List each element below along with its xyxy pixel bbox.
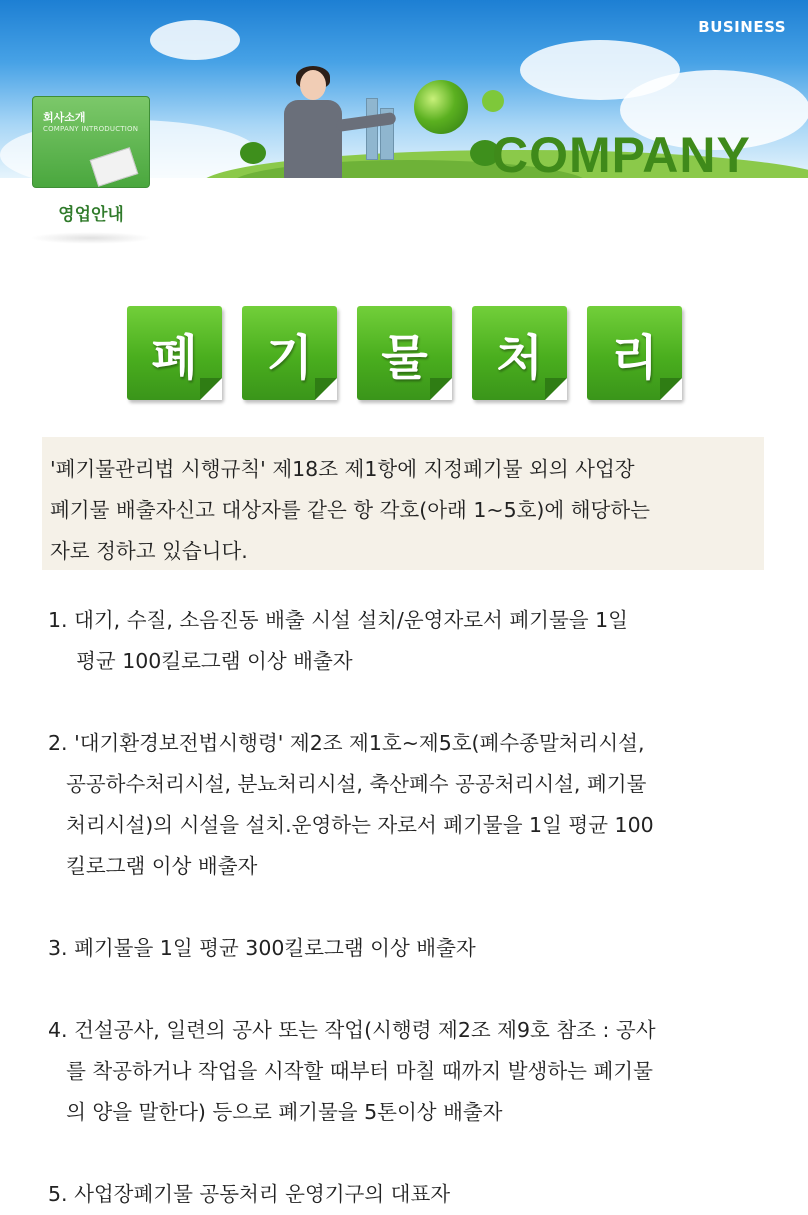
list-item-number: 5. [48, 1182, 75, 1206]
building-decoration [366, 98, 378, 160]
list-item [48, 928, 760, 969]
intro-line: '폐기물관리법 시행규칙' 제18조 제1항에 지정폐기물 외의 사업장 [50, 457, 635, 481]
list-item-line: 대기, 수질, 소음진동 배출 시설 설치/운영자로서 폐기물을 1일 [74, 608, 628, 632]
list-item-number: 4. [48, 1018, 75, 1042]
list-item-line: 를 착공하거나 작업을 시작할 때부터 마칠 때까지 발생하는 폐기물 [66, 1059, 653, 1083]
list-item-line: '대기환경보전법시행령' 제2조 제1호~제5호(폐수종말처리시설, [74, 731, 645, 755]
title-tile: 처 [472, 306, 567, 400]
list-item [48, 1010, 760, 1133]
title-tile: 물 [357, 306, 452, 400]
list-item-line: 의 양을 말한다) 등으로 폐기물을 5톤이상 배출자 [66, 1100, 503, 1124]
criteria-list [48, 600, 760, 1215]
list-item [48, 600, 760, 682]
badge-subtitle: COMPANY INTRODUCTION [43, 125, 139, 133]
title-tile: 리 [587, 306, 682, 400]
list-item-line: 공공하수처리시설, 분뇨처리시설, 축산폐수 공공처리시설, 폐기물 [66, 772, 647, 796]
document-icon [90, 147, 139, 187]
globe-icon [414, 80, 468, 134]
cloud-decoration [150, 20, 240, 60]
badge-title: 회사소개 [43, 111, 86, 124]
businesswoman-illustration [278, 70, 348, 178]
list-item-line: 처리시설)의 시설을 설치.운영하는 자로서 폐기물을 1일 평균 100 [66, 813, 654, 837]
list-item-line: 건설공사, 일련의 공사 또는 작업(시행령 제2조 제9호 참조 : 공사 [74, 1018, 656, 1042]
globe-small-icon [482, 90, 504, 112]
title-tile: 기 [242, 306, 337, 400]
intro-line: 폐기물 배출자신고 대상자를 같은 항 각호(아래 1~5호)에 해당하는 [50, 498, 650, 522]
list-item-line: 평균 100킬로그램 이상 배출자 [76, 649, 353, 673]
business-label[interactable]: BUSINESS [698, 18, 786, 36]
company-wordmark: COMPANY [492, 127, 751, 178]
list-item-number: 1. [48, 608, 75, 632]
tree-decoration [240, 142, 266, 164]
list-item [48, 1174, 760, 1215]
section-label: 영업안내 [58, 205, 124, 225]
intro-line: 자로 정하고 있습니다. [50, 539, 248, 563]
page-title-tiles [127, 306, 687, 401]
intro-box [42, 437, 764, 570]
company-intro-badge[interactable] [32, 96, 150, 188]
list-item-number: 3. [48, 936, 75, 960]
list-item-line: 킬로그램 이상 배출자 [66, 854, 258, 878]
list-item [48, 723, 760, 887]
list-item-number: 2. [48, 731, 75, 755]
title-tile: 폐 [127, 306, 222, 400]
list-item-line: 사업장폐기물 공동처리 운영기구의 대표자 [74, 1182, 451, 1206]
section-label-shadow [30, 232, 152, 244]
list-item-line: 폐기물을 1일 평균 300킬로그램 이상 배출자 [74, 936, 476, 960]
